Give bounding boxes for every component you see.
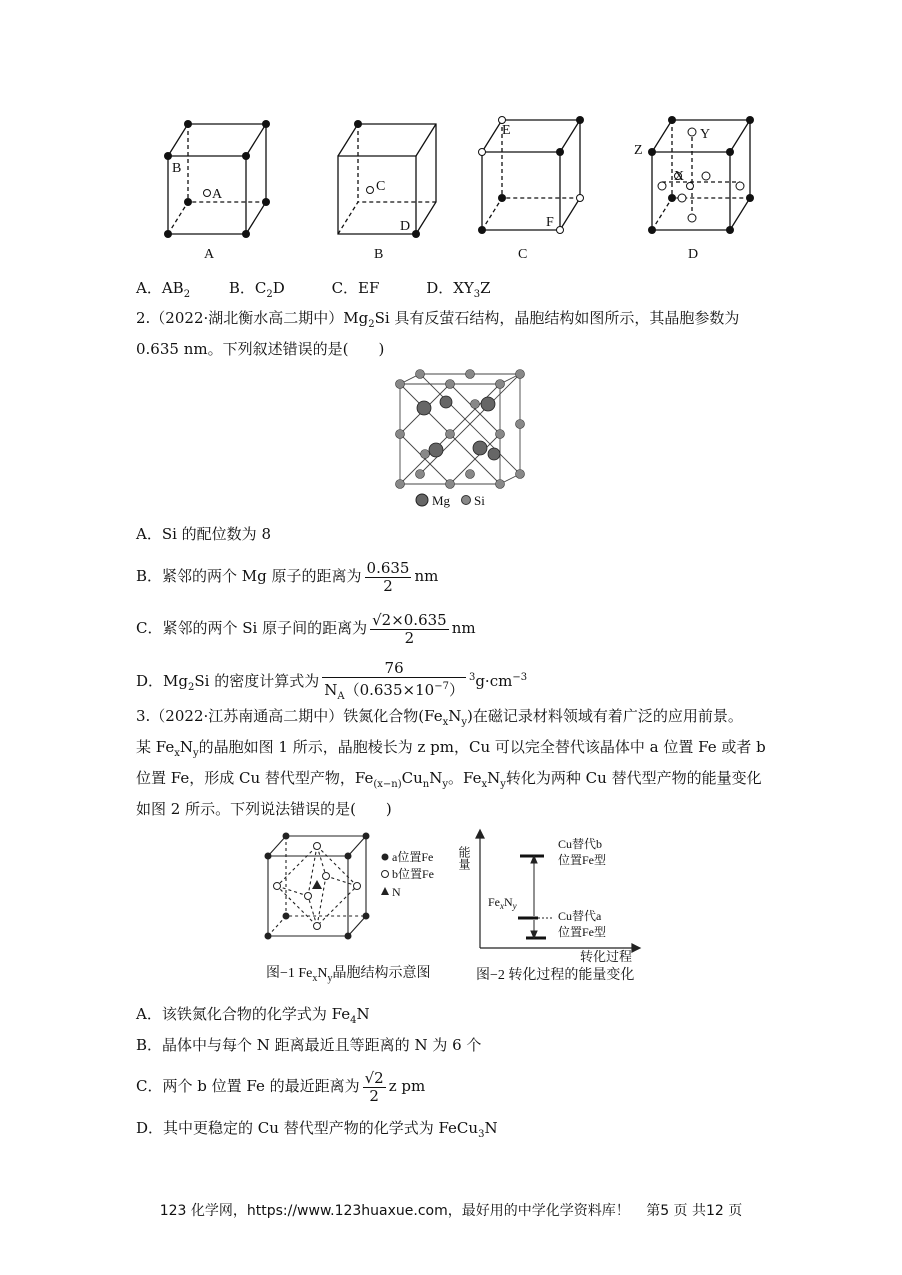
cube-c <box>482 120 580 230</box>
q2-option-c: C．紧邻的两个 Si 原子间的距离为 $\frac{√2\times 0.635}{2}$ nm <box>136 610 476 647</box>
q3-stem-line4: 如图 2 所示。下列说法错误的是( ) <box>136 800 392 818</box>
q1-options: A．$AB_2$ B．$C_2D$ C．EF D．$XY_3Z$ <box>136 279 491 300</box>
legend-a-fe: a位置Fe <box>392 850 434 864</box>
q2-option-a: A．Si 的配位数为 8 <box>136 525 271 543</box>
q3-stem-line2: 某 $Fe_xN_y$的晶胞如图 1 所示，晶胞棱长为 z pm，Cu 可以完全替代该晶体中 a 位置 Fe 或者 b <box>136 738 766 759</box>
legend-b-fe: b位置Fe <box>392 867 435 881</box>
bottom-level-label-2: 位置Fe型 <box>558 925 607 939</box>
label-b: B <box>172 161 182 176</box>
top-level-label-1: Cu替代b <box>558 837 603 851</box>
label-e: E <box>502 123 511 138</box>
q2-stem-line2: 0.635 nm。下列叙述错误的是( ) <box>136 340 385 358</box>
label-x: X <box>674 169 685 184</box>
fexny-unit-cell-figure <box>258 826 458 982</box>
legend-mg: Mg <box>432 493 451 508</box>
label-d: D <box>400 219 411 234</box>
cube-a <box>168 124 266 234</box>
page-number: 第5 页 共12 页 <box>646 1203 743 1219</box>
q1-cube-figures <box>150 110 770 270</box>
page-footer <box>0 1200 902 1220</box>
caption-b: B <box>374 247 384 262</box>
q3-stem-line3: 位置 Fe，形成 Cu 替代型产物，$Fe_{(x-n)}Cu_nN_y$。$Fe_xN_y$转化为两种 Cu 替代型产物的能量变化 <box>136 769 762 790</box>
q3-stem-line1: 3.（2022·江苏南通高二期中）铁氮化合物$(Fe_xN_y)$在磁记录材料领域有着广泛的应用前景。 <box>136 707 743 728</box>
q3-option-d: D．其中更稳定的 Cu 替代型产物的化学式为 FeCu$_3$N <box>136 1119 498 1140</box>
label-y: Y <box>700 127 711 142</box>
legend-si: Si <box>474 493 485 508</box>
bottom-level-label-1: Cu替代a <box>558 909 602 923</box>
caption-d: D <box>688 247 699 262</box>
caption-c: C <box>518 247 528 262</box>
fig2-caption: 图−2 转化过程的能量变化 <box>476 968 635 983</box>
energy-change-figure <box>457 828 650 964</box>
q2-stem-line1: 2.（2022·湖北衡水高二期中）$Mg_2Si$ 具有反萤石结构，晶胞结构如图所示，其晶胞参数为 <box>136 309 740 330</box>
process-axis-label: 转化过程 <box>580 949 633 964</box>
q3-option-b: B．晶体中与每个 N 距离最近且等距离的 N 为 6 个 <box>136 1036 482 1054</box>
legend-n: N <box>392 885 401 899</box>
q2-option-b: B．紧邻的两个 Mg 原子的距离为 $\frac{0.635}{2}$ nm <box>136 558 439 595</box>
label-f: F <box>546 215 554 230</box>
label-a: A <box>212 187 223 202</box>
caption-a: A <box>204 247 215 262</box>
label-c: C <box>376 179 386 194</box>
q3-option-c: C．两个 b 位置 Fe 的最近距离为 $\frac{√2}{2}$ z pm <box>136 1068 426 1105</box>
mg2si-crystal-figure <box>390 368 530 510</box>
label-z: Z <box>634 143 643 158</box>
top-level-label-2: 位置Fe型 <box>558 853 607 867</box>
footer-site-text: 123 化学网，https://www.123huaxue.com，最好用的中学化学资料库！ <box>159 1203 630 1219</box>
fexny-level-label: $Fe_xN_y$ <box>488 895 517 911</box>
fig1-caption: 图−1 $Fe_xN_y$晶胞结构示意图 <box>266 966 431 984</box>
q2-option-d: D．$Mg_2Si$ 的密度计算式为 $\frac{76}{N_A(0.635\times 10^{-7})}$ $^3g\cdot cm^{-3}$ <box>136 658 528 702</box>
q3-option-a: A．该铁氮化合物的化学式为 $Fe_4N$ <box>136 1005 370 1026</box>
energy-axis-label: 能量 <box>457 846 471 870</box>
cube-b <box>338 124 436 234</box>
